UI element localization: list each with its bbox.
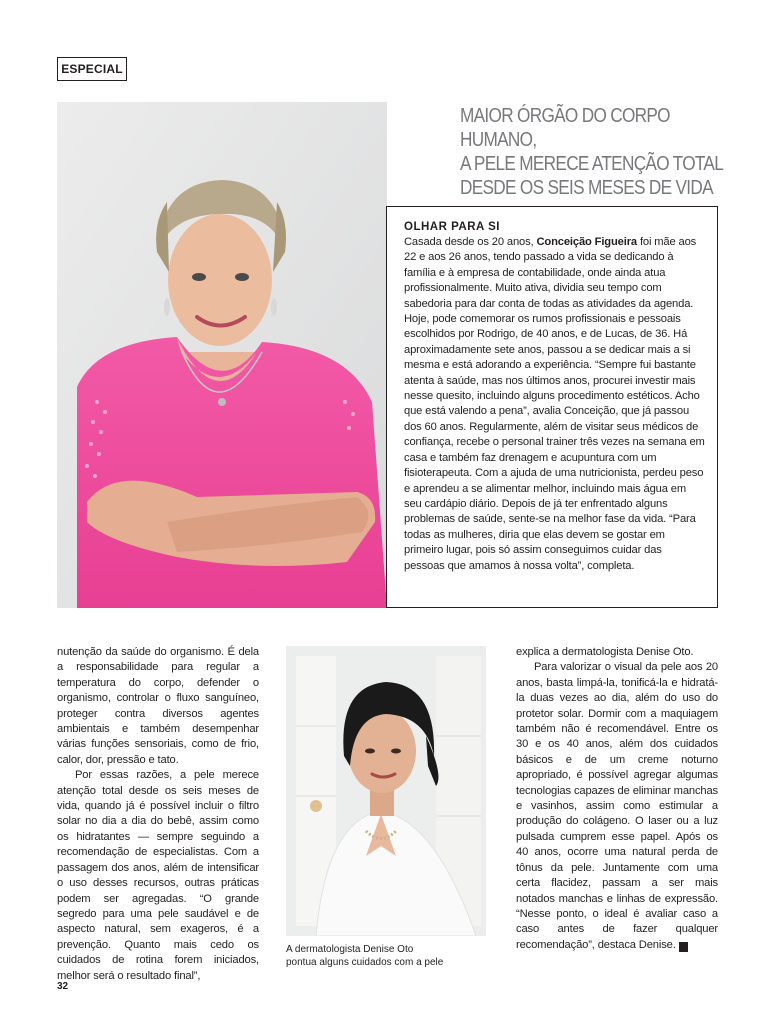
body-paragraph bbox=[516, 660, 718, 953]
sidebar-text-before: Casada desde os 20 anos, bbox=[404, 236, 537, 248]
portrait-photo-conceicao bbox=[57, 102, 387, 608]
sidebar-box bbox=[386, 206, 718, 608]
body-paragraph: explica a dermatologista Denise Oto. bbox=[516, 646, 694, 658]
dermatologist-illustration bbox=[286, 646, 486, 936]
portrait-illustration bbox=[57, 102, 387, 608]
body-paragraph: Por essas razões, a pele merece atenção total desde os seis meses de vida, quando já é possível incluir o filtro solar no dia a dia do bebê, assim como os hidratantes — sempre seguindo a recomendação de especialistas. Com a passagem dos anos, além de intensificar o uso desses recursos, outras práticas podem ser agregadas. “O grande segredo para uma pele saudável e de aspecto natural, sem exageros, é a prevenção. Quanto mais cedo os cuidados de rotina forem iniciados, melhor será o resultado final”, bbox=[57, 769, 259, 982]
page-number: 32 bbox=[57, 981, 69, 992]
body-paragraph-text: Para valorizar o visual da pele aos 20 anos, basta limpá-la, tonificá-la e hidratá-la duas vezes ao dia, além do uso do protetor solar. Dormir com a maquiagem também não é recomendável. Entre os 30 e os 40 anos, além dos cuidados básicos e de um creme noturno apropriado, é possível agregar algumas tecnologias capazes de eliminar manchas e vasinhos, assim como estimular a produção do colágeno. O laser ou a luz pulsada cumprem esse papel. Após os 40 anos, ocorre uma natural perda de tônus da pele. Juntamente com uma certa flacidez, passam a ser mais notados manchas e linhas de expressão. “Nesse ponto, o ideal é avaliar caso a caso antes de fazer qualquer recomendação”, destaca Denise. bbox=[516, 661, 718, 951]
body-paragraph: nutenção da saúde do organismo. É dela a responsabilidade para regular a temperatura do corpo, defender o organismo, controlar o fluxo sanguíneo, proteger contra diversos agentes ambientais e também desempenhar várias funções sensoriais, como de frio, calor, dor, pressão e tato. bbox=[57, 646, 259, 766]
body-column-right bbox=[516, 645, 718, 953]
sidebar-title: OLHAR PARA SI bbox=[404, 221, 500, 233]
caption-line-2: pontua alguns cuidados com a pele bbox=[286, 957, 444, 968]
headline-line-2: A PELE MERECE ATENÇÃO TOTAL bbox=[460, 153, 724, 175]
photo-dermatologist bbox=[286, 646, 486, 936]
caption-line-1: A dermatologista Denise Oto bbox=[286, 944, 414, 955]
body-column-left bbox=[57, 645, 259, 984]
sidebar-name: Conceição Figueira bbox=[536, 236, 637, 248]
section-tag: ESPECIAL bbox=[57, 57, 127, 81]
sidebar-text bbox=[404, 235, 705, 574]
headline-line-1: MAIOR ÓRGÃO DO CORPO HUMANO, bbox=[460, 105, 670, 151]
sidebar-text-after: foi mãe aos 22 e aos 26 anos, tendo passado a vida se dedicando à família e à empresa de contabilidade, onde ainda atua profissionalmente. Muito ativa, dividia seu tempo com sabedoria para dar conta de todas as atividades da agenda. Hoje, pode comemorar os rumos profissionais e pessoais escolhidos por Rodrigo, de 40 anos, e de Lucas, de 36. Há aproximadamente sete anos, passou a se dedicar mais a si mesma e está adorando a experiência. “Sempre fui bastante atenta à saúde, mas nos últimos anos, procurei investir mais nesse quesito, incluindo alguns procedimento estéticos. Acho que está valendo a pena”, avalia Conceição, que já passou dos 60 anos. Regularmente, além de visitar seus médicos de confiança, recebe o personal trainer três vezes na semana em casa e também faz drenagem e acupuntura com um fisioterapeuta. Com a ajuda de uma nutricionista, perdeu peso e aprendeu a se alimentar melhor, incluindo mais água em seu cardápio diário. Depois de já ter enfrentado alguns problemas de saúde, sente-se na melhor fase da vida. “Para todas as mulheres, diria que elas devem se gostar em primeiro lugar, pois só assim conseguimos cuidar das pessoas que amamos à nossa volta”, completa. bbox=[404, 236, 705, 572]
photo-caption bbox=[286, 943, 491, 969]
end-mark-icon: F bbox=[679, 942, 688, 952]
headline bbox=[460, 104, 744, 200]
headline-line-3: DESDE OS SEIS MESES DE VIDA bbox=[460, 177, 713, 199]
